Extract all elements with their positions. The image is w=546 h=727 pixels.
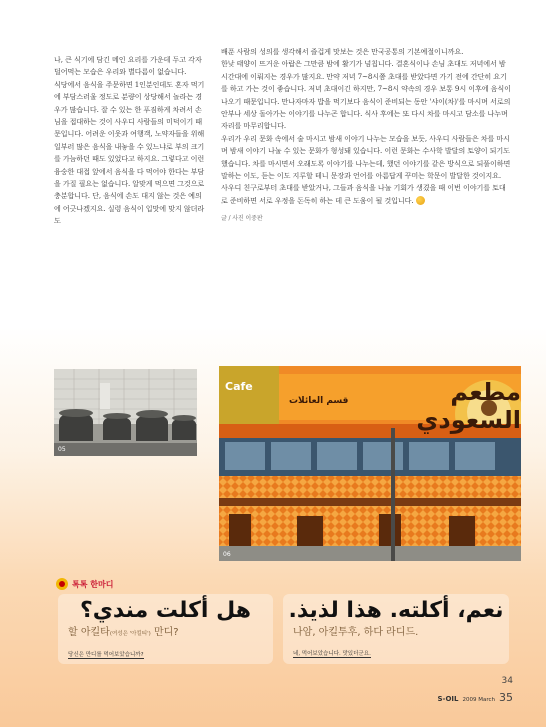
- phrase-reading: [68, 626, 273, 641]
- restaurant-photo: [219, 366, 521, 561]
- phrase-meaning: 당신은 만디를 먹어보았습니까?: [68, 652, 144, 658]
- paragraph: [221, 182, 511, 207]
- reading-note: (여성은 '아킬티'): [109, 631, 151, 637]
- sign-cafe: Cafe: [225, 380, 253, 393]
- phrase-reading: 나암, 아킬투후, 하다 라디드.: [293, 627, 419, 638]
- reading-tail: 만디?: [150, 627, 179, 638]
- page-number-left: 34: [501, 676, 513, 686]
- article-column-right: [221, 46, 511, 226]
- photo-credit: 글 / 사진 이중판: [221, 215, 263, 223]
- reading-text: 할 아킬타: [68, 627, 110, 638]
- brand-logo: S-OIL: [437, 695, 459, 703]
- page-footer: [438, 691, 513, 704]
- paragraph: 한낮 태양이 뜨거운 아랍은 그만큼 밤에 활기가 넘칩니다. 결혼식이나 손님 초대도 저녁에서 밤 시간대에 이뤄지는 경우가 많지요. 만약 저녁 7~8시쯤 초대를 받았다면 가기 전에 간단히 요기를 하고 가는 것이 좋습니다. 저녁 초대이긴 하지만, 7~8시 약속의 경우 보통 9시 이후에 음식이 나오기 때문입니다. 만나자마자 밥을 먹기보다 음식이 준비되는 동안 '샤이(차)'를 마시며 서로의 안부나 세상 돌아가는 이야기를 나누곤 합니다. 식사 후에는 또 다시 차를 마시고 담소를 나누며 자리를 마무리합니다.: [221, 59, 511, 131]
- photo-number: 05: [58, 446, 66, 453]
- tips-title: 톡톡 한마디: [72, 579, 114, 589]
- sign-family-section: قسم العائلات: [289, 396, 349, 406]
- paragraph: 우리가 우리 문화 속에서 술 마시고 밤새 이야기 나누는 모습을 보듯, 사우디 사람들은 차를 마시며 밤새 이야기 나눌 수 있는 문화가 형성돼 있습니다. 이런 문화는 수사학 발달의 토양이 되기도 했습니다. 차를 마시면서 오래도록 이야기를 나누는데, 했던 이야기를 같은 방식으로 되풀이하면 말하는 이도, 듣는 이도 지루할 테니 문장과 언어를 아름답게 꾸미는 학문이 발달한 것이지요.: [221, 133, 511, 181]
- issue-date: 2009 March: [462, 697, 495, 703]
- tips-header: [56, 578, 113, 590]
- arabic-phrase: هل أكلت مندي؟: [79, 598, 252, 623]
- paragraph: 식당에서 음식을 주문하면 1인분인데도 혼자 먹기에 부담스러울 정도로 분량이 상당해서 놀라는 경우가 많습니다. 잘 수 있는 한 푸짐하게 차려서 손님을 접대하는 것이 사우디 사람들의 미덕이기 때문입니다. 어려운 이웃과 여행객, 노약자들을 위해 일부러 많은 음식을 내놓을 수 있느냐로 부의 크기를 가늠하던 때도 있었다고 하지요. 그렇다고 이런 융숭한 대접 앞에서 음식을 다 먹어야 한다는 부담을 가질 필요는 없습니다. 알맞게 먹으면 그것으로 충분합니다. 단, 음식에 손도 대지 않는 것은 예의에 어긋나겠지요. 실령 음식이 입맛에 맞지 않더라도: [54, 79, 205, 226]
- paragraph-text: 사우디 친구로부터 초대를 받았거나, 그들과 음식을 나눌 기회가 생겼을 때 이번 이야기를 토대로 준비하면 서로 우정을 돈독히 하는 데 큰 도움이 될 것입니다.: [221, 183, 506, 205]
- kitchen-illustration: [54, 369, 197, 456]
- sign-restaurant-name: مطعم السعودي: [416, 378, 521, 434]
- arabic-phrase: نعم، أكلته. هذا لذيذ.: [288, 598, 504, 623]
- phrase-card-2: [283, 594, 509, 664]
- article-column-left: [54, 54, 205, 228]
- paragraph: 나, 큰 식기에 담긴 메인 요리를 가운데 두고 각자 덜어먹는 모습은 우리와 별다름이 없습니다.: [54, 55, 202, 77]
- end-mark-icon: [416, 196, 425, 205]
- phrase-card-1: [58, 594, 273, 664]
- phrase-meaning: 네, 먹어보았습니다. 맛있더군요.: [293, 651, 371, 657]
- paragraph: 배푼 사람의 성의를 생각해서 즐겁게 맛보는 것은 만국공통의 기본예절이니까요.: [221, 47, 464, 56]
- photo-number: 06: [223, 551, 231, 558]
- tips-badge-icon: [56, 578, 68, 590]
- page-number-right: 35: [499, 691, 513, 704]
- kitchen-photo: [54, 369, 197, 456]
